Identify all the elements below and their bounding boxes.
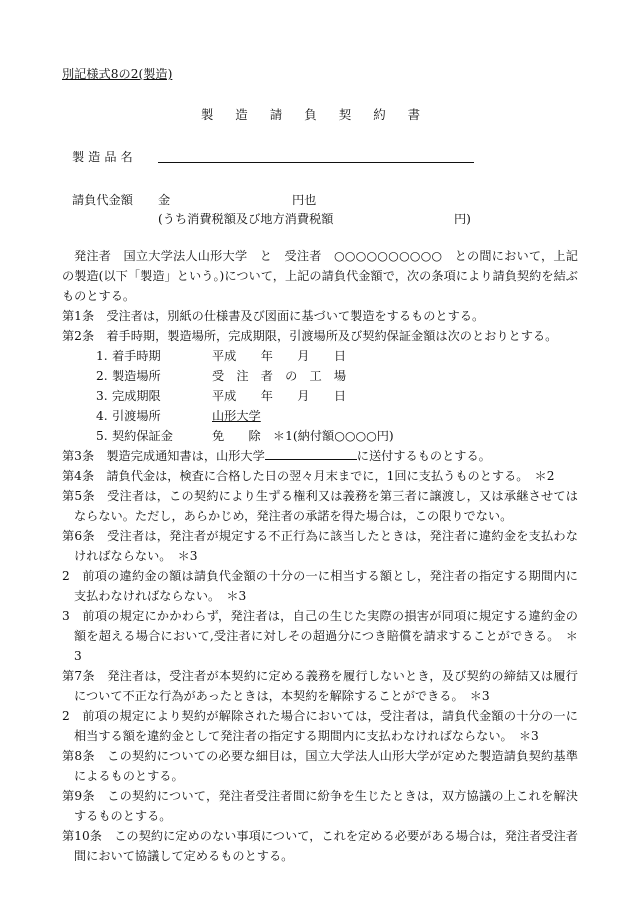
product-name-label: 製造品名 [72,150,137,164]
article-5: 第5条 受注者は，この契約により生ずる権利又は義務を第三者に譲渡し，又は承継させてはならない。ただし，あらかじめ，発注者の承諾を得た場合は，この限りでない。 [62,489,578,523]
list-item-label: 製造場所 [112,369,161,383]
contract-body [62,246,578,866]
contract-amount-prefix: 金 [158,193,171,207]
delivery-place-text: 山形大学 [212,409,261,423]
article-4: 第4条 請負代金は，検査に合格した日の翌々月末までに，1回に支払うものとする。 ＊2 [62,469,555,483]
list-item-value: 受 注 者 の 工 場 [212,369,347,383]
contract-amount-label: 請負代金額 [72,193,133,207]
tax-amount-suffix: 円) [454,212,471,226]
list-item-label: 完成期限 [112,389,161,403]
article-3-blank [265,447,357,460]
product-name-blank [158,162,474,163]
list-item-label: 引渡場所 [112,409,161,423]
article-10: 第10条 この契約に定めのない事項について，これを定める必要がある場合は，発注者受注者間において協議して定めるものとする。 [62,829,578,863]
list-item [62,386,578,406]
tax-amount-label: (うち消費税額及び地方消費税額 [158,212,334,226]
document-title: 製 造 請 負 契 約 書 [200,107,430,122]
list-item-number: 4. [96,409,108,423]
article-7: 第7条 発注者は，受注者が本契約に定める義務を履行しないとき，及び契約の締結又は履行について不正な行為があったときは，本契約を解除することができる。 ＊3 [62,669,578,703]
article-6-paragraph-3: 3 前項の規定にかかわらず，発注者は，自己の生じた実際の損害が同項に規定する違約金の額を超える場合において,受注者に対しその超過分につき賠償を請求することができる。 ＊3 [62,609,578,663]
list-item-number: 1. [96,349,108,363]
contract-amount-suffix: 円也 [292,193,317,207]
list-item-number: 2. [96,369,108,383]
article-7-paragraph-2: 2 前項の規定により契約が解除された場合においては，受注者は，請負代金額の十分の一に相当する額を違約金として発注者の指定する期間内に支払わなければならない。 ＊3 [62,709,578,743]
form-number: 別記様式8の2(製造) [62,67,173,81]
delivery-place-value [212,406,339,426]
list-item-number: 5. [96,429,108,443]
article-3 [62,446,578,466]
list-item [62,406,578,426]
list-item-number: 3. [96,389,108,403]
article-3-prefix: 第3条 製造完成通知書は，山形大学 [62,449,265,463]
list-item [62,346,578,366]
list-item-label: 着手時期 [112,349,161,363]
list-item [62,366,578,386]
list-item-value: 免 除 ＊1(納付額○○○○円) [212,429,394,443]
preamble: 発注者 国立大学法人山形大学 と 受注者 ○○○○○○○○○○ との間において，上記の製造(以下「製造」という。)について，上記の請負代金額で，次の条項により請負契約を結ぶものとする。 [62,249,578,303]
list-item-value: 平成 年 月 日 [212,349,347,363]
article-3-suffix: に送付するものとする。 [356,449,491,463]
list-item [62,426,578,446]
article-6: 第6条 受注者は，発注者が規定する不正行為に該当したときは，発注者に違約金を支払わなければならない。 ＊3 [62,529,578,563]
article-9: 第9条 この契約について，発注者受注者間に紛争を生じたときは，双方協議の上これを解決するものとする。 [62,789,578,823]
list-item-label: 契約保証金 [112,429,173,443]
list-item-value: 平成 年 月 日 [212,389,347,403]
article-8: 第8条 この契約についての必要な細目は，国立大学法人山形大学が定めた製造請負契約基準によるものとする。 [62,749,578,783]
article-2: 第2条 着手時期，製造場所，完成期限，引渡場所及び契約保証金額は次のとおりとする。 [62,329,558,343]
article-1: 第1条 受注者は，別紙の仕様書及び図面に基づいて製造をするものとする。 [62,309,485,323]
article-6-paragraph-2: 2 前項の違約金の額は請負代金額の十分の一に相当する額とし，発注者の指定する期間内に支払わなければならない。 ＊3 [62,569,578,603]
delivery-place-blank [261,408,339,420]
article-2-list [62,346,578,446]
